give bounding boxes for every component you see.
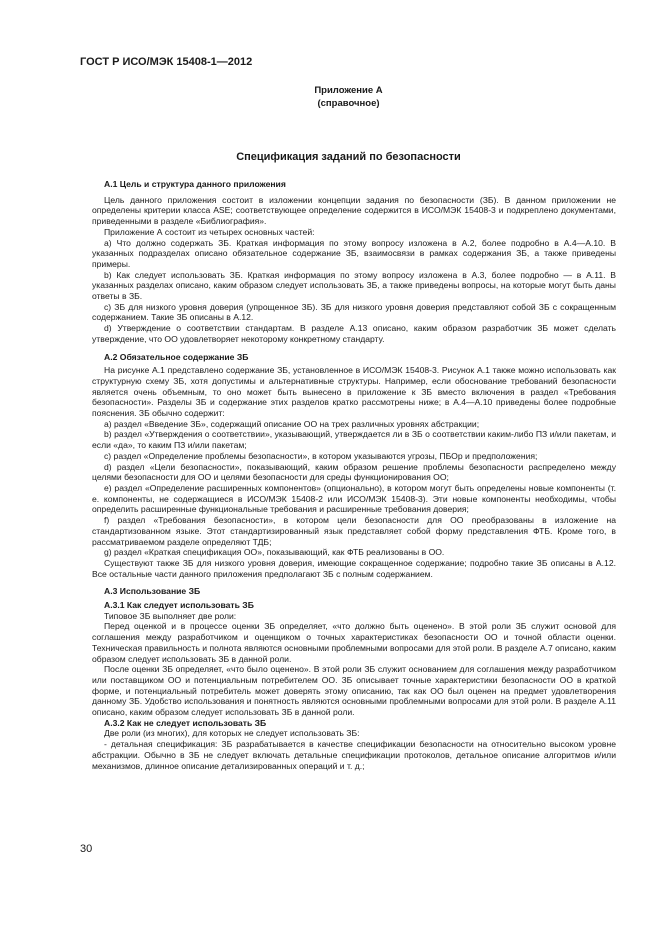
document-body: [92, 179, 616, 771]
paragraph: Две роли (из многих), для которых не следует использовать ЗБ:: [104, 728, 360, 739]
list-item: d) Утверждение о соответствии стандартам. В разделе А.13 описано, каким образом разработчик ЗБ может сделать утверждение, что ОО удовлетворяет некоторому конкретному стандарту.: [92, 323, 616, 344]
section-heading-a2: А.2 Обязательное содержание ЗБ: [104, 351, 249, 362]
paragraph: Существуют также ЗБ для низкого уровня доверия, имеющие сокращенное содержание; подробно такие ЗБ описаны в А.12. Все остальные части данного приложения предполагают ЗБ с полным содержанием.: [92, 557, 616, 579]
list-item: f) раздел «Требования безопасности», в котором цели безопасности для ОО преобразованы в изложение на стандартизованном языке. Этот стандартизированный язык представляет собой форму представления ФТБ. Кроме того, в рассматриваемом разделе определяют ТДБ;: [92, 515, 616, 547]
paragraph: Цель данного приложения состоит в изложении концепции задания по безопасности (ЗБ). В данном приложении не определены критерии класса ASE; соответствующее определение содержится в ИСО/МЭК 15408-3 и подкреплено документами, приведенными в разделе «Библиография».: [92, 194, 616, 227]
list-item: g) раздел «Краткая спецификация ОО», показывающий, как ФТБ реализованы в ОО.: [104, 547, 445, 558]
section-heading-a1: А.1 Цель и структура данного приложения: [104, 179, 286, 189]
annex-type: (справочное): [317, 98, 380, 109]
list-item: с) ЗБ для низкого уровня доверия (упрощенное ЗБ). ЗБ для низкого уровня доверия представляют собой ЗБ с сокращенным содержанием. Такие ЗБ описаны в А.12.: [92, 301, 616, 323]
annex-heading: [0, 84, 661, 110]
subsection-heading-a31: А.3.1 Как следует использовать ЗБ: [104, 600, 254, 611]
paragraph: Типовое ЗБ выполняет две роли:: [104, 610, 237, 621]
section-heading-a3: А.3 Использование ЗБ: [104, 586, 201, 597]
paragraph: После оценки ЗБ определяет, «что было оценено». В этой роли ЗБ служит основанием для соглашения между разработчиком или поставщиком ОО и потенциальным потребителем ОО. ЗБ описывает точные характеристики безопасности ОО в краткой форме, и потенциальный потребитель может доверять этому описанию, так как ОО был оценен на предмет удовлетворения данному ЗБ. Удобство использования и понятность являются основными проблемными вопросами для этой роли. В разделе А.11 описано, каким образом следует использовать ЗБ в данной роли.: [92, 664, 616, 718]
paragraph: - детальная спецификация: ЗБ разрабатывается в качестве спецификации безопасности на относительно высоком уровне абстракции. Обычно в ЗБ не следует включать детальные спецификации протоколов, детальное описание алгоритмов и/или механизмов, длинное описание детализированных операций и т. д.;: [92, 739, 616, 771]
subsection-heading-a32: А.3.2 Как не следует использовать ЗБ: [104, 717, 267, 728]
paragraph: Приложение А состоит из четырех основных частей:: [104, 226, 315, 237]
paragraph: На рисунке А.1 представлено содержание ЗБ, установленное в ИСО/МЭК 15408-3. Рисунок А.1 также можно использовать как структурную схему ЗБ, хотя допустимы и альтернативные структуры. Например, если обоснование требований безопасности является очень объемным, то оно может быть вынесено в приложение к ЗБ вместо включения в раздел «Требования безопасности». Разделы ЗБ и содержание этих разделов кратко рассмотрены ниже; в А.4—А.10 приведены более подробные пояснения. ЗБ обычно содержит:: [92, 365, 616, 419]
list-item: е) раздел «Определение расширенных компонентов» (опционально), в котором могут быть определены новые компоненты (т. е. компоненты, не содержащиеся в ИСО/МЭК 15408-2 или ИСО/МЭК 15408-3). Эти новые компоненты необходимы, чтобы определить расширенные функциональные требования и расширенные требования доверия;: [92, 482, 616, 515]
document-header-id: ГОСТ Р ИСО/МЭК 15408-1—2012: [80, 56, 253, 68]
page-title: Спецификация заданий по безопасности: [236, 151, 461, 163]
list-item: b) раздел «Утверждения о соответствии», указывающий, утверждается ли в ЗБ о соответствии каким-либо ПЗ и/или пакетам, и если «да», то каким ПЗ и/или пакетам;: [92, 429, 616, 451]
annex-title: Приложение А: [314, 85, 383, 96]
page-number: 30: [80, 843, 93, 855]
list-item: d) раздел «Цели безопасности», показывающий, каким образом решение проблемы безопасности распределено между целями безопасности для ОО и целями безопасности для среды функционирования ОО;: [92, 461, 616, 483]
list-item: а) раздел «Введение ЗБ», содержащий описание ОО на трех различных уровнях абстракции;: [104, 418, 480, 429]
list-item: b) Как следует использовать ЗБ. Краткая информация по этому вопросу изложена в А.3, более подробно — в А.11. В указанных разделах описано, каким образом следует использовать ЗБ, а также приведены вопросы, на которые могут быть даны ответы в ЗБ.: [92, 269, 616, 302]
list-item: с) раздел «Определение проблемы безопасности», в котором указываются угрозы, ПБОр и предположения;: [104, 450, 538, 461]
list-item: а) Что должно содержать ЗБ. Краткая информация по этому вопросу изложена в А.2, более подробно в А.4—А.10. В указанных подразделах описано обязательное содержание ЗБ, взаимосвязи в рамках содержания ЗБ, а также приведены примеры.: [92, 237, 616, 269]
paragraph: Перед оценкой и в процессе оценки ЗБ определяет, «что должно быть оценено». В этой роли ЗБ служит основой для соглашения между разработчиком и оценщиком о точных характеристиках безопасности ОО и точной области оценки. Техническая правильность и полнота являются основными проблемными вопросами для этой роли. В разделе А.7 описано, каким образом следует использовать ЗБ в данной роли.: [92, 621, 616, 664]
